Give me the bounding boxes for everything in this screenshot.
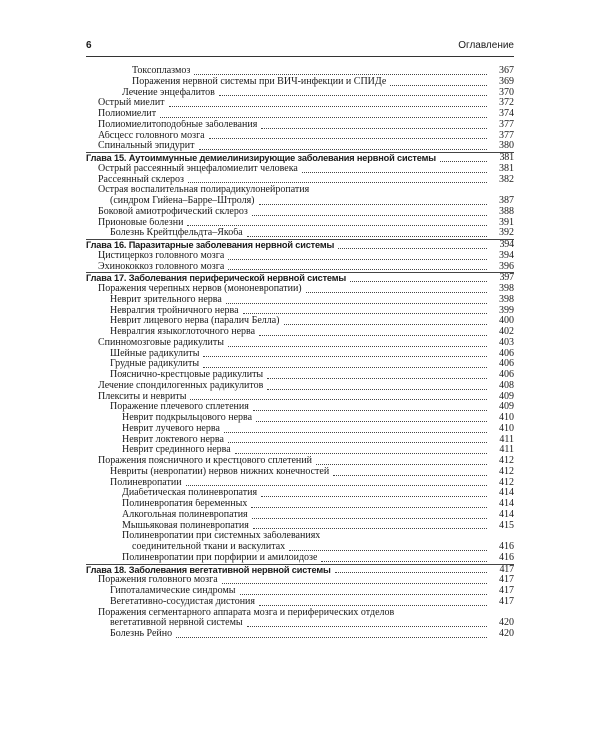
- dot-leader: [228, 259, 487, 260]
- toc-entry-title: Неврит лицевого нерва (паралич Белла): [110, 316, 280, 327]
- dot-leader: [203, 356, 487, 357]
- toc-entry-title: Полиневропатии при порфирии и амилоидозе: [122, 552, 318, 563]
- toc-entry[interactable]: [86, 251, 514, 262]
- toc-entry-title: Поражения нервной системы при ВИЧ-инфекции и СПИДе: [132, 76, 387, 87]
- dot-leader: [190, 399, 487, 400]
- toc-entry[interactable]: [86, 445, 514, 456]
- dot-leader: [222, 583, 487, 584]
- toc-entry[interactable]: [86, 392, 514, 403]
- toc-entry-page: 402: [499, 326, 514, 337]
- toc-entry-page: 374: [499, 108, 514, 119]
- toc-chapter-entry[interactable]: [86, 272, 514, 284]
- dot-leader: [176, 637, 487, 638]
- toc-entry-title: Поражения сегментарного аппарата мозга и периферических отделов: [98, 607, 395, 618]
- toc-entry-title: Гипоталамические синдромы: [110, 586, 236, 596]
- toc-entry-title: Спинальный эпидурит: [98, 141, 195, 152]
- dot-leader: [194, 74, 487, 75]
- toc-entry-page: 400: [499, 315, 514, 327]
- dot-leader: [390, 85, 487, 86]
- dot-leader: [228, 346, 487, 347]
- dot-leader: [253, 528, 487, 529]
- dot-leader: [259, 605, 487, 606]
- toc-entry-title: Невралгия языкоглоточного нерва: [110, 327, 256, 337]
- toc-entry-title: Токсоплазмоз: [132, 66, 191, 76]
- toc-entry-page: 417: [499, 574, 514, 586]
- dot-leader: [226, 303, 487, 304]
- dot-leader: [321, 561, 487, 562]
- toc-entry-title: Невриты (невропатии) нервов нижних конечностей: [110, 466, 330, 477]
- toc-entry[interactable]: [86, 586, 514, 597]
- toc-entry-title: Диабетическая полиневропатия: [122, 488, 258, 499]
- toc-entry-page: 417: [499, 585, 514, 596]
- toc-entry-title: Эхинококкоз головного мозга: [98, 261, 225, 272]
- toc-entry-page: 420: [499, 617, 514, 629]
- toc-entry[interactable]: [86, 306, 514, 317]
- toc-entry-title: Рассеянный склероз: [98, 174, 184, 185]
- dot-leader: [235, 453, 487, 454]
- toc-entry-page: 403: [499, 336, 514, 348]
- dot-leader: [243, 313, 487, 314]
- dot-leader: [188, 182, 487, 183]
- dot-leader: [247, 626, 487, 627]
- dot-leader: [253, 410, 487, 411]
- toc-entry-page: 377: [499, 118, 514, 130]
- toc-entry-page: 381: [499, 152, 514, 163]
- dot-leader: [267, 378, 487, 379]
- toc-entry-page: 370: [499, 86, 514, 98]
- toc-entry[interactable]: [86, 499, 514, 510]
- toc-entry-title: Полиомиелит: [98, 109, 157, 119]
- toc-entry-title: Болезнь Крейтцфельдта–Якоба: [110, 228, 243, 239]
- dot-leader: [256, 421, 487, 422]
- toc-entry[interactable]: [86, 120, 514, 131]
- dot-leader: [350, 281, 487, 282]
- toc-entry[interactable]: [86, 349, 514, 360]
- dot-leader: [240, 594, 488, 595]
- toc-entry-page: 416: [499, 541, 514, 552]
- toc-entry-title: Поражения головного мозга: [98, 575, 218, 586]
- toc-entry[interactable]: [86, 359, 514, 370]
- toc-entry[interactable]: [86, 542, 514, 553]
- dot-leader: [169, 106, 487, 107]
- toc-entry[interactable]: [86, 207, 514, 218]
- toc-entry-title: Плекситы и невриты: [98, 391, 187, 402]
- toc-entry[interactable]: [86, 66, 514, 77]
- toc-entry-page: 414: [499, 498, 514, 509]
- dot-leader: [261, 496, 487, 497]
- dot-leader: [259, 335, 487, 336]
- toc-entry[interactable]: [86, 531, 514, 542]
- toc-entry[interactable]: [86, 327, 514, 338]
- toc-entry-title: Неврит лучевого нерва: [122, 423, 220, 434]
- running-title: Оглавление: [458, 40, 514, 51]
- dot-leader: [228, 442, 487, 443]
- toc-entry[interactable]: [86, 175, 514, 186]
- toc-entry-page: 412: [499, 476, 514, 488]
- toc-entry-page: 411: [499, 433, 514, 445]
- toc-entry[interactable]: [86, 553, 514, 564]
- toc-entry[interactable]: [86, 338, 514, 349]
- toc-entry-page: 381: [499, 162, 514, 174]
- toc-entry-title: Алкогольная полиневропатия: [122, 509, 248, 520]
- table-of-contents: [86, 66, 514, 640]
- dot-leader: [302, 172, 487, 173]
- toc-entry-page: 420: [499, 628, 514, 639]
- toc-entry[interactable]: [86, 629, 514, 640]
- toc-entry-title: Болезнь Рейно: [110, 629, 173, 639]
- page-header: [86, 40, 514, 54]
- dot-leader: [251, 507, 487, 508]
- dot-leader: [252, 518, 487, 519]
- toc-entry-page: 397: [499, 272, 514, 284]
- toc-entry-page: 411: [499, 444, 514, 456]
- toc-entry[interactable]: [86, 424, 514, 435]
- toc-entry-title: Острый рассеянный энцефаломиелит человека: [98, 163, 298, 174]
- toc-entry[interactable]: [86, 488, 514, 499]
- toc-entry[interactable]: [86, 196, 514, 207]
- toc-entry-title: Прионовые болезни: [98, 217, 184, 228]
- toc-entry[interactable]: [86, 316, 514, 327]
- toc-entry[interactable]: [86, 109, 514, 120]
- toc-entry-page: 417: [499, 563, 514, 575]
- toc-entry-page: 398: [499, 283, 514, 294]
- toc-entry-page: 412: [499, 465, 514, 477]
- toc-entry[interactable]: [86, 435, 514, 446]
- toc-entry-title: Острый миелит: [98, 98, 165, 109]
- toc-entry[interactable]: [86, 262, 514, 273]
- toc-entry[interactable]: [86, 141, 514, 152]
- toc-entry-page: 394: [499, 239, 514, 250]
- toc-entry-page: 380: [499, 140, 514, 152]
- toc-entry-title: Лечение спондилогенных радикулитов: [98, 380, 264, 391]
- dot-leader: [209, 138, 487, 139]
- toc-entry-title: Глава 16. Паразитарные заболевания нервной системы: [86, 240, 335, 250]
- toc-entry-page: 391: [499, 216, 514, 228]
- header-rule: [86, 56, 514, 57]
- toc-entry-title: Поражение плечевого сплетения: [110, 402, 249, 413]
- toc-entry-page: 414: [499, 487, 514, 499]
- toc-entry-title: (синдром Гийена–Барре–Штроля): [110, 196, 255, 206]
- page-number: 6: [86, 40, 92, 51]
- toc-entry[interactable]: [86, 575, 514, 586]
- toc-entry-title: Неврит подкрыльцового нерва: [122, 413, 253, 423]
- toc-entry-title: Пояснично-крестцовые радикулиты: [110, 370, 264, 380]
- dot-leader: [440, 161, 487, 162]
- dot-leader: [316, 464, 487, 465]
- toc-entry-title: Полиомиелитоподобные заболевания: [98, 119, 258, 130]
- toc-entry[interactable]: [86, 381, 514, 392]
- toc-entry-title: Вегетативно-сосудистая дистония: [110, 596, 256, 607]
- toc-entry-title: Глава 15. Аутоиммунные демиелинизирующие заболевания нервной системы: [86, 153, 436, 163]
- dot-leader: [228, 269, 487, 270]
- toc-entry-page: 415: [499, 519, 514, 531]
- toc-entry-title: Грудные радикулиты: [110, 359, 200, 370]
- toc-entry[interactable]: [86, 413, 514, 424]
- toc-entry-title: Полиневропатии при системных заболеваниях: [122, 531, 321, 542]
- toc-entry-title: Неврит локтевого нерва: [122, 434, 224, 445]
- toc-entry[interactable]: [86, 402, 514, 413]
- toc-entry-page: 408: [499, 379, 514, 391]
- toc-entry-page: 414: [499, 508, 514, 520]
- toc-entry-page: 412: [499, 455, 514, 466]
- toc-entry-page: 372: [499, 97, 514, 109]
- dot-leader: [199, 149, 487, 150]
- dot-leader: [306, 292, 487, 293]
- toc-entry-page: 410: [499, 422, 514, 434]
- toc-entry[interactable]: [86, 164, 514, 175]
- toc-entry-page: 388: [499, 205, 514, 217]
- toc-entry-page: 410: [499, 412, 514, 423]
- dot-leader: [284, 324, 487, 325]
- toc-entry-page: 406: [499, 358, 514, 370]
- toc-chapter-entry[interactable]: [86, 152, 514, 164]
- dot-leader: [261, 128, 487, 129]
- toc-entry-title: Мышьяковая полиневропатия: [122, 520, 249, 531]
- toc-entry-title: Поражения черепных нервов (мононевропатии): [98, 284, 302, 294]
- toc-entry[interactable]: [86, 618, 514, 629]
- dot-leader: [289, 550, 487, 551]
- toc-entry-page: 416: [499, 551, 514, 563]
- dot-leader: [267, 389, 487, 390]
- toc-entry[interactable]: [86, 295, 514, 306]
- toc-entry-page: 377: [499, 129, 514, 141]
- toc-chapter-entry[interactable]: [86, 239, 514, 251]
- dot-leader: [333, 475, 487, 476]
- toc-entry-title: Абсцесс головного мозга: [98, 130, 205, 141]
- toc-entry-page: 409: [499, 390, 514, 402]
- toc-chapter-entry[interactable]: [86, 564, 514, 576]
- toc-entry[interactable]: [86, 467, 514, 478]
- dot-leader: [219, 95, 487, 96]
- toc-entry-title: Глава 18. Заболевания вегетативной нервной системы: [86, 564, 331, 575]
- toc-entry-page: 392: [499, 227, 514, 239]
- toc-entry-page: 417: [499, 595, 514, 607]
- toc-entry-page: 369: [499, 75, 514, 87]
- toc-entry-page: 409: [499, 401, 514, 413]
- toc-entry-page: 398: [499, 293, 514, 305]
- toc-entry-page: 406: [499, 347, 514, 359]
- dot-leader: [160, 117, 487, 118]
- toc-entry[interactable]: [86, 478, 514, 489]
- dot-leader: [203, 367, 487, 368]
- toc-entry-title: Невралгия тройничного нерва: [110, 305, 239, 316]
- toc-entry[interactable]: [86, 510, 514, 521]
- toc-entry-title: Спинномозговые радикулиты: [98, 337, 224, 348]
- toc-entry-title: вегетативной нервной системы: [110, 618, 243, 629]
- toc-entry[interactable]: [86, 521, 514, 532]
- toc-entry-title: Боковой амиотрофический склероз: [98, 206, 248, 217]
- toc-entry[interactable]: [86, 370, 514, 381]
- dot-leader: [335, 572, 487, 573]
- toc-entry-page: 367: [499, 65, 514, 76]
- toc-entry-title: Лечение энцефалитов: [122, 87, 215, 98]
- toc-entry-page: 406: [499, 369, 514, 380]
- toc-entry[interactable]: [86, 131, 514, 142]
- dot-leader: [252, 215, 487, 216]
- toc-entry-title: соединительной ткани и васкулитах: [132, 542, 286, 552]
- dot-leader: [338, 248, 487, 249]
- dot-leader: [259, 204, 487, 205]
- toc-entry-page: 399: [499, 304, 514, 316]
- toc-entry[interactable]: [86, 228, 514, 239]
- toc-entry[interactable]: [86, 456, 514, 467]
- toc-entry[interactable]: [86, 597, 514, 608]
- toc-entry-title: Глава 17. Заболевания периферической нервной системы: [86, 273, 347, 284]
- toc-entry-title: Цистицеркоз головного мозга: [98, 250, 225, 261]
- toc-entry[interactable]: [86, 77, 514, 88]
- dot-leader: [187, 225, 487, 226]
- toc-entry-title: Поражения поясничного и крестцового сплетений: [98, 456, 312, 466]
- toc-entry-page: 382: [499, 173, 514, 185]
- toc-entry[interactable]: [86, 98, 514, 109]
- toc-entry-title: Острая воспалительная полирадикулонейропатия: [98, 185, 310, 196]
- toc-entry-title: Шейные радикулиты: [110, 348, 200, 359]
- toc-entry[interactable]: [86, 218, 514, 229]
- toc-entry[interactable]: [86, 608, 514, 619]
- toc-entry[interactable]: [86, 88, 514, 99]
- toc-entry[interactable]: [86, 185, 514, 196]
- toc-entry-title: Полиневропатии: [110, 477, 182, 488]
- dot-leader: [247, 236, 487, 237]
- toc-entry-page: 387: [499, 195, 514, 206]
- toc-entry-page: 394: [499, 249, 514, 261]
- toc-entry[interactable]: [86, 284, 514, 295]
- toc-entry-title: Неврит зрительного нерва: [110, 294, 222, 305]
- toc-entry-title: Неврит срединного нерва: [122, 445, 231, 456]
- dot-leader: [224, 432, 487, 433]
- dot-leader: [186, 485, 487, 486]
- toc-entry-title: Полиневропатия беременных: [122, 499, 248, 509]
- toc-entry-page: 396: [499, 260, 514, 272]
